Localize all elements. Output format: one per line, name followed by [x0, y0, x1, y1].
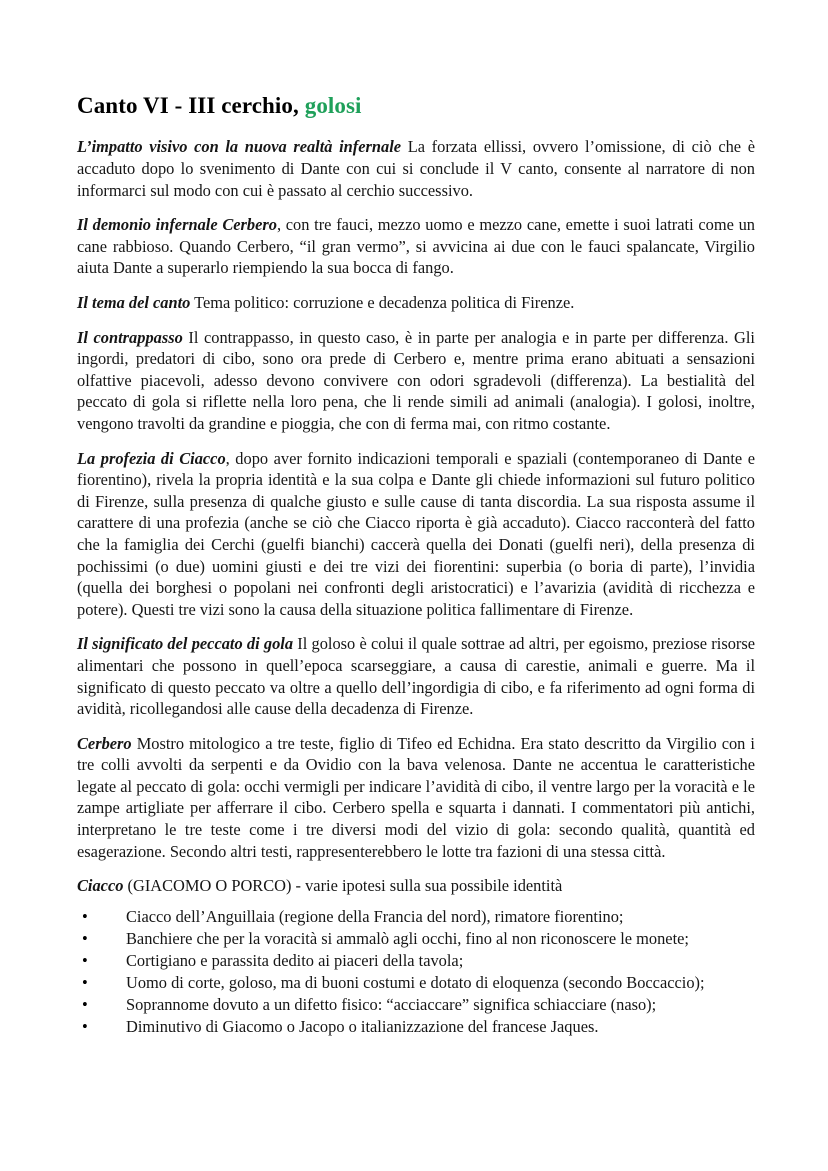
page-title-main: Canto VI - III cerchio,: [77, 93, 305, 118]
paragraph-tema-del-canto: [77, 292, 755, 314]
paragraph-lead: L’impatto visivo con la nuova realtà infernale: [77, 137, 402, 157]
paragraph-demonio-cerbero: [77, 214, 755, 279]
paragraph-lead: Ciacco: [77, 876, 124, 896]
paragraph-lead: La profezia di Ciacco: [77, 448, 226, 468]
list-item-label: Soprannome dovuto a un difetto fisico: “acciaccare” significa schiacciare (naso);: [126, 995, 657, 1015]
list-item-label: Banchiere che per la voracità si ammalò agli occhi, fino al non riconoscere le monete;: [126, 928, 689, 948]
bullet-icon: •: [82, 928, 88, 948]
paragraph-text: , con tre fauci, mezzo uomo e mezzo cane, emette i suoi latrati come un cane rabbioso. Quando Cerbero, “il gran vermo”, si avvicina ai due con le fauci spalancate, Virgilio aiuta Dante a superarlo riempiendo la sua bocca di fango.: [77, 215, 755, 278]
bullet-icon: •: [82, 973, 88, 993]
list-item-label: Cortigiano e parassita dedito ai piaceri della tavola;: [126, 951, 464, 971]
list-item: [77, 1016, 755, 1038]
paragraph-text: Il goloso è colui il quale sottrae ad altri, per egoismo, preziose risorse alimentari che possono in quell’epoca scarseggiare, a causa di carestie, animali e guerre. Ma il significato di questo peccato va oltre a quello dell’ingordigia di cibo, e fa riferimento ad ogni forma di avidità, ricollegandosi alle cause della decadenza di Firenze.: [77, 634, 756, 719]
paragraph-lead: Cerbero: [77, 733, 132, 753]
bullet-icon: •: [82, 951, 88, 971]
list-item: [77, 994, 755, 1016]
paragraph-lead: Il significato del peccato di gola: [77, 634, 294, 654]
list-item: [77, 972, 755, 994]
list-item-label: Uomo di corte, goloso, ma di buoni costumi e dotato di eloquenza (secondo Boccaccio);: [126, 973, 705, 993]
paragraph-text: (GIACOMO O PORCO) - varie ipotesi sulla sua possibile identità: [123, 876, 563, 896]
paragraph-lead: Il contrappasso: [77, 327, 183, 347]
paragraph-lead: Il demonio infernale Cerbero: [77, 215, 277, 235]
paragraph-profezia-di-ciacco: [77, 448, 755, 621]
ciacco-hypotheses-list: [77, 906, 755, 1038]
page-title-accent: golosi: [304, 93, 362, 118]
list-item: [77, 928, 755, 950]
paragraph-contrappasso: [77, 327, 755, 435]
bullet-icon: •: [82, 906, 88, 926]
bullet-icon: •: [82, 1017, 88, 1037]
list-item-label: Ciacco dell’Anguillaia (regione della Francia del nord), rimatore fiorentino;: [126, 906, 624, 926]
paragraph-text: , dopo aver fornito indicazioni temporali e spaziali (contemporaneo di Dante e fiorentino), rivela la propria identità e la sua colpa e Dante gli chiede informazioni sul futuro politico di Firenze, sulla presenza di qualche giusto e sulle cause di tanta discordia. La sua risposta assume il carattere di una profezia (anche se ciò che Ciacco riporta è già accaduto). Ciacco racconterà del fatto che la famiglia dei Cerchi (guelfi bianchi) caccerà quella dei Donati (guelfi neri), della presenza di pochissimi (o due) uomini giusti e dei tre vizi dei fiorentini: superbia (o boria di parte), l’invidia (quella dei borghesi o popolani nei confronti degli aristocratici) e l’avarizia (avidità di ricchezza e potere). Questi tre vizi sono la causa della situazione politica fallimentare di Firenze.: [77, 448, 755, 619]
list-item: [77, 906, 755, 928]
page-title: [77, 93, 755, 119]
document-body: [77, 93, 755, 1038]
paragraph-text: Il contrappasso, in questo caso, è in parte per analogia e in parte per differenza. Gli ingordi, predatori di cibo, sono ora prede di Cerbero e, mentre prima erano abituati a sensazioni olfattive piacevoli, adesso devono convivere con odori sgradevoli (differenza). La bestialità del peccato di gola si riflette nella loro pena, che li rende simili ad animali (analogia). I golosi, inoltre, vengono travolti da grandine e pioggia, che con di ferma mai, con ritmo costante.: [77, 327, 755, 433]
list-item: [77, 950, 755, 972]
bullet-icon: •: [82, 995, 88, 1015]
paragraph-lead: Il tema del canto: [77, 293, 191, 312]
paragraph-text: Mostro mitologico a tre teste, figlio di Tifeo ed Echidna. Era stato descritto da Virgilio con i tre colli avvolti da serpenti e da Ovidio con la bava velenosa. Dante ne accentua le caratteristiche legate al peccato di gola: occhi vermigli per indicare l’avidità di cibo, il ventre largo per la voracità e le zampe artigliate per afferrare il cibo. Cerbero spella e squarta i dannati. I commentatori più antichi, interpretano le tre teste come i tre diversi modi del vizio di gola: secondo qualità, quantità ed esagerazione. Secondo altri testi, rappresenterebbero le lotte tra fazioni di una stessa città.: [77, 733, 755, 861]
paragraph-text: Tema politico: corruzione e decadenza politica di Firenze.: [190, 293, 575, 312]
paragraph-ciacco-intro: [77, 875, 755, 897]
paragraph-text: La forzata ellissi, ovvero l’omissione, di ciò che è accaduto dopo lo svenimento di Dante con cui si conclude il V canto, consente al narratore di non informarci sul modo con cui è passato al cerchio successivo.: [77, 137, 756, 200]
paragraph-impatto-visivo: [77, 136, 755, 201]
paragraph-significato-peccato-gola: [77, 633, 755, 719]
paragraph-cerbero: [77, 733, 755, 863]
list-item-label: Diminutivo di Giacomo o Jacopo o italianizzazione del francese Jaques.: [126, 1017, 599, 1037]
